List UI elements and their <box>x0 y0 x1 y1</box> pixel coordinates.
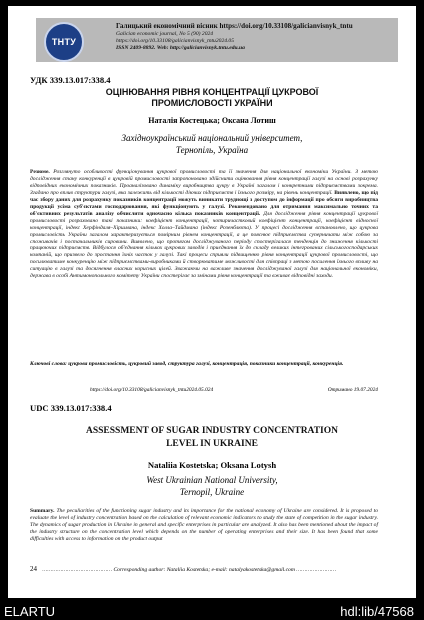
udc-ua: УДК 339.13.017:338.4 <box>30 75 111 85</box>
affiliation-en <box>28 474 396 498</box>
affiliation-ua <box>28 132 396 156</box>
page-footer <box>30 565 378 573</box>
abstract-en-label: Summary. <box>30 508 55 514</box>
authors-ua: Наталія Костецька; Оксана Лотиш <box>148 116 276 125</box>
abstract-en <box>30 508 378 543</box>
title-en-line-1: ASSESSMENT OF SUGAR INDUSTRY CONCENTRATION <box>86 426 338 436</box>
abstract-ua-text: Розглянуто особливості функціонування цукрової промисловості та її значення для національної економіки України. З метою дослідження стану конкуренції в цукровій промисловості запропоновано здійснити оцінювання рівня концентрації галузі на основі розрахунку відповідних економічних показників. Проаналізовано динаміку виробництва цукру в Україні загалом і конкретними підприємствами зокрема. Згадано про вплив структури галузі, яка залежить від кількості діючих підприємств і їхнього розміру, на рівень концентрації. <box>30 169 379 196</box>
title-en <box>28 425 396 451</box>
affiliation-ua-line-1: Західноукраїнський національний університет, <box>121 133 303 143</box>
affiliation-ua-line-2: Тернопіль, Україна <box>175 145 249 155</box>
title-ua-line-2: ПРОМИСЛОВОСТІ УКРАЇНИ <box>151 98 273 108</box>
header-line-2: Galician economic journal, No 5 (90) 2024 <box>116 31 214 37</box>
page-number: 24 <box>30 565 37 573</box>
abstract-en-text: The peculiarities of the functioning sugar industry and its importance for the national economy of Ukraine are considered. It is proposed to evaluate the level of industry concentration based on the calculation of relevant economic indicators to study the state of competition in the sugar industry. The dynamics of sugar production in Ukraine in general and specific enterprises in particular are analyzed. It also has been mentioned about the impact of the industry structure on the concentration level which depends on the number of operating enterprises and their size. It has been found that some difficulties with access to information on the product output <box>30 508 378 542</box>
footer-dots: …………………………………… <box>42 567 113 573</box>
title-ua <box>28 87 396 109</box>
affiliation-en-line-2: Ternopil, Ukraine <box>179 487 245 497</box>
footer-dots-2: …………………… <box>296 567 337 573</box>
repository-label: ELARTU <box>4 604 56 619</box>
keywords-ua-label: Ключові слова: <box>30 361 67 367</box>
header-line-1: Галицький економічний вісник https://doi.org/10.33108/galicianvisnyk_tntu <box>116 22 353 30</box>
journal-logo <box>44 22 84 62</box>
title-en-line-2: LEVEL IN UKRAINE <box>166 439 258 449</box>
udc-en: UDC 339.13.017:338.4 <box>30 403 112 413</box>
article-doi-link[interactable]: https://doi.org/10.33108/galicianvisnyk_tntu2024.05.024 <box>90 387 214 393</box>
abstract-ua-text-2: Для дослідження рівня концентрації цукрової промисловості розраховано такі показники: коефіцієнт концентрації, чотиричастковий коефіцієнт концентрації, коефіцієнт відносної концентрації, індекс Херфіндаля–Хіршмана, індекс Холла–Тайдмана (індекс Розенблюта). У процесі дослідження встановлено, що цукрова промисловість України загалом характеризується помірним рівнем концентрації, а це пояснює підприємства суперничати між собою за споживачів і постачальників сировини. Виявлено, що протягом досліджуваного періоду спостерігалася тенденція до зниження кількості працюючих підприємств. Відбулося об'єднання кількох цукрових заводів і приєднання їх до складу великих інтегрованих сільськогосподарських компаній, що призвело до зростання їхніх часток у галузі. Такі процеси сприяли підвищенню рівня концентрації цукрової промисловості, що посилюватиме конкуренцію між підприємствами-виробниками й створюватиме можливості для співпраці з метою посилення їхнього впливу на ситуацію в галузі та досягнення власних корисних цілей. Зважаючи на важливе значення досліджуваної галузі для національної економіки, держава в особі Антимонопольного комітету України спостерігає за змінами рівня концентрації та вживає відповідні заходи. <box>30 210 378 280</box>
document-page <box>8 6 416 598</box>
received-date: Отримано 19.07.2024 <box>327 387 378 393</box>
abstract-ua-bold: Виявлено, що під час збору даних для розрахунку показників концентрації можуть виникати труднощі з доступом до інформації про обсяги виробництва продукції усіма суб'єктами господарювання, які функціонують у галузі. Рекомендовано для отримання максимально точних та об'єктивних результатів аналізу обчислити одночасно кілька показників концентрації. <box>30 189 378 217</box>
journal-header-text <box>116 22 406 51</box>
header-line-4[interactable]: ISSN 2409-8892. Web: http://galicianvisnyk.tntu.edu.ua <box>116 45 245 51</box>
header-line-3[interactable]: https://doi.org/10.33108/galicianvisnyk_tntu2024.05 <box>116 38 235 44</box>
corresponding-author: Corresponding author: Nataliia Kostetska; e-mail: natalyakostetska@gmail.com <box>113 567 295 573</box>
authors-en: Nataliia Kostetska; Oksana Lotysh <box>147 460 277 470</box>
handle-label: hdl:lib/47568 <box>340 604 414 619</box>
affiliation-en-line-1: West Ukrainian National University, <box>146 475 278 485</box>
abstract-ua <box>30 169 378 280</box>
keywords-ua-text: цукрова промисловість, цукровий завод, структура галузі, концентрація, показники концентрації, конкуренція. <box>68 361 344 367</box>
keywords-ua <box>30 361 378 368</box>
title-ua-line-1: ОЦІНЮВАННЯ РІВНЯ КОНЦЕНТРАЦІЇ ЦУКРОВОЇ <box>105 87 319 97</box>
abstract-ua-label: Резюме. <box>30 169 50 175</box>
logo-text: ТНТУ <box>51 37 77 47</box>
